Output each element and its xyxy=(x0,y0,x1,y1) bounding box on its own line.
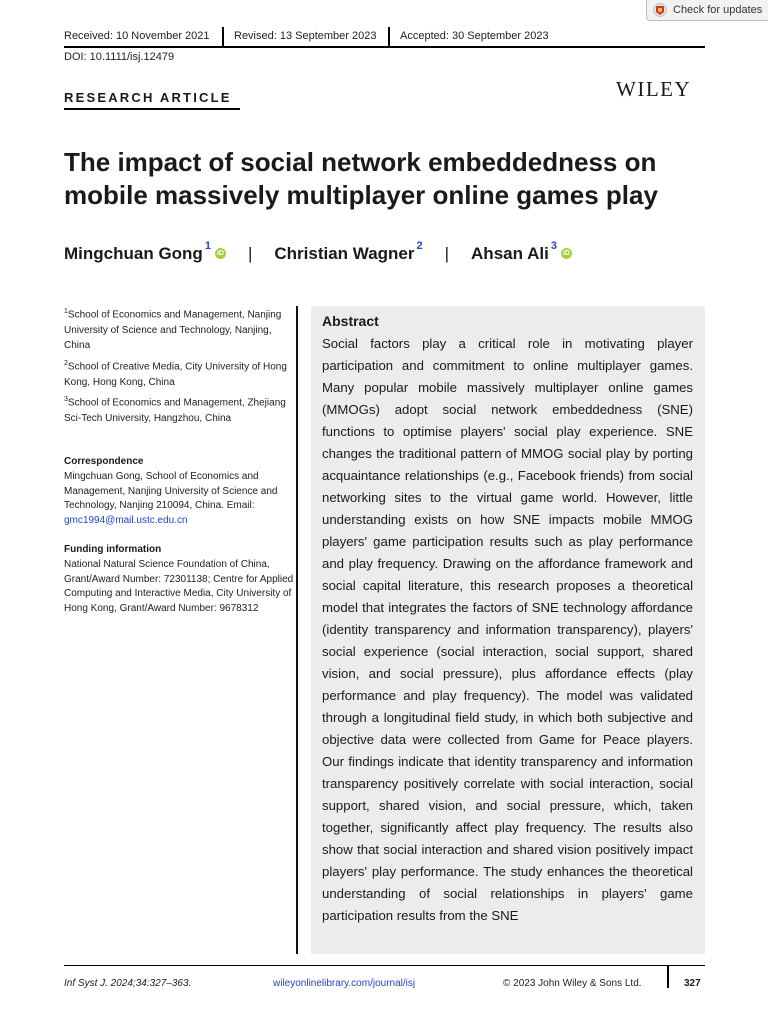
affiliation-text: School of Creative Media, City University of Hong Kong, Hong Kong, China xyxy=(64,361,287,388)
author-list xyxy=(64,240,572,264)
affiliation xyxy=(64,356,296,390)
email-label: Email: xyxy=(226,500,255,511)
author-name[interactable]: Ahsan Ali xyxy=(471,244,549,263)
crossmark-icon xyxy=(653,3,667,17)
accepted-date: Accepted: 30 September 2023 xyxy=(400,30,549,42)
email-link[interactable]: gmc1994@mail.ustc.edu.cn xyxy=(64,514,188,526)
abstract-text: Social factors play a critical role in motivating player participation and commitment to online multiplayer games. Many popular mobile massively multiplayer online games (MMOGs) adopt social network embeddedness (SNE) functions to optimise players' social play experience. SNE changes the traditional pattern of MMOG social play by porting acquaintance relationships (e.g., Facebook friends) from social networking sites to the virtual game world. However, little understanding exists on how SNE impacts mobile MMOG players' game participation results such as play performance and play frequency. Drawing on the affordance framework and social capital literature, this research proposes a theoretical model that integrates the factors of SNE technology affordance (identity transparency and information transparency), players' social experience (social interaction, social support, shared vision, and social pressure), plus affordance effects (play performance and play frequency). The model was validated through a longitudinal field study, in which both subjective and objective data were collected from Game for Peace players. Our findings indicate that identity transparency and information transparency positively correlate with social interaction, social support, shared vision, and social pressure, which, taken together, significantly affect play frequency. The results also show that social interaction and shared vision positively impact players' play performance. The study enhances the theoretical understanding of social relationships in players' game participation results from the SNE xyxy=(322,336,693,923)
header-rule xyxy=(64,46,705,48)
header-divider xyxy=(388,27,390,46)
correspondence-text xyxy=(64,470,296,528)
author-separator: | xyxy=(247,244,253,263)
author-separator: | xyxy=(444,244,450,263)
publisher-logo: WILEY xyxy=(616,77,692,101)
author-affiliation-marker[interactable]: 3 xyxy=(550,240,557,252)
copyright: © 2023 John Wiley & Sons Ltd. xyxy=(503,978,642,989)
journal-citation: Inf Syst J. 2024;34:327–363. xyxy=(64,978,192,989)
affiliation-text: School of Economics and Management, Zhejiang Sci-Tech University, Hangzhou, China xyxy=(64,397,286,424)
correspondence-address: Mingchuan Gong, School of Economics and Management, Nanjing University of Science and Technology, Nanjing 210094, China. xyxy=(64,471,278,511)
affiliation xyxy=(64,304,296,354)
header-divider xyxy=(222,27,224,46)
affiliation-number: 2 xyxy=(64,360,68,367)
funding-text: National Natural Science Foundation of China, Grant/Award Number: 72301138; Centre for Applied Computing and Interactive Media, City University of Hong Kong, Grant/Award Number: 9678312 xyxy=(64,559,294,614)
page-number: 327 xyxy=(684,978,701,989)
revised-date: Revised: 13 September 2023 xyxy=(234,30,377,42)
author-affiliation-marker[interactable]: 2 xyxy=(416,240,423,252)
check-for-updates-button[interactable] xyxy=(646,0,768,21)
orcid-icon[interactable]: iD xyxy=(562,250,570,257)
doi[interactable]: DOI: 10.1111/isj.12479 xyxy=(64,51,175,63)
affiliation-number: 3 xyxy=(64,396,68,403)
affiliation xyxy=(64,392,296,426)
check-for-updates-label: Check for updates xyxy=(673,4,763,16)
article-title: The impact of social network embeddedness on mobile massively multiplayer online games play xyxy=(64,147,658,210)
affiliation-text: School of Economics and Management, Nanjing University of Science and Technology, Nanjing, China xyxy=(64,309,282,352)
column-divider xyxy=(296,306,298,954)
author-name[interactable]: Christian Wagner xyxy=(274,244,415,263)
journal-url-link[interactable]: wileyonlinelibrary.com/journal/isj xyxy=(273,978,416,989)
footer-rule xyxy=(64,965,705,966)
article-type-underline xyxy=(64,108,240,110)
funding-heading: Funding information xyxy=(64,544,162,555)
affiliation-number: 1 xyxy=(64,308,68,315)
article-type: RESEARCH ARTICLE xyxy=(64,90,232,105)
author-affiliation-marker[interactable]: 1 xyxy=(204,240,211,252)
orcid-icon[interactable]: iD xyxy=(216,250,224,257)
author-name[interactable]: Mingchuan Gong xyxy=(64,244,203,263)
correspondence-heading: Correspondence xyxy=(64,456,144,467)
abstract-heading: Abstract xyxy=(322,313,379,329)
received-date: Received: 10 November 2021 xyxy=(64,30,210,42)
footer-divider xyxy=(667,966,669,988)
